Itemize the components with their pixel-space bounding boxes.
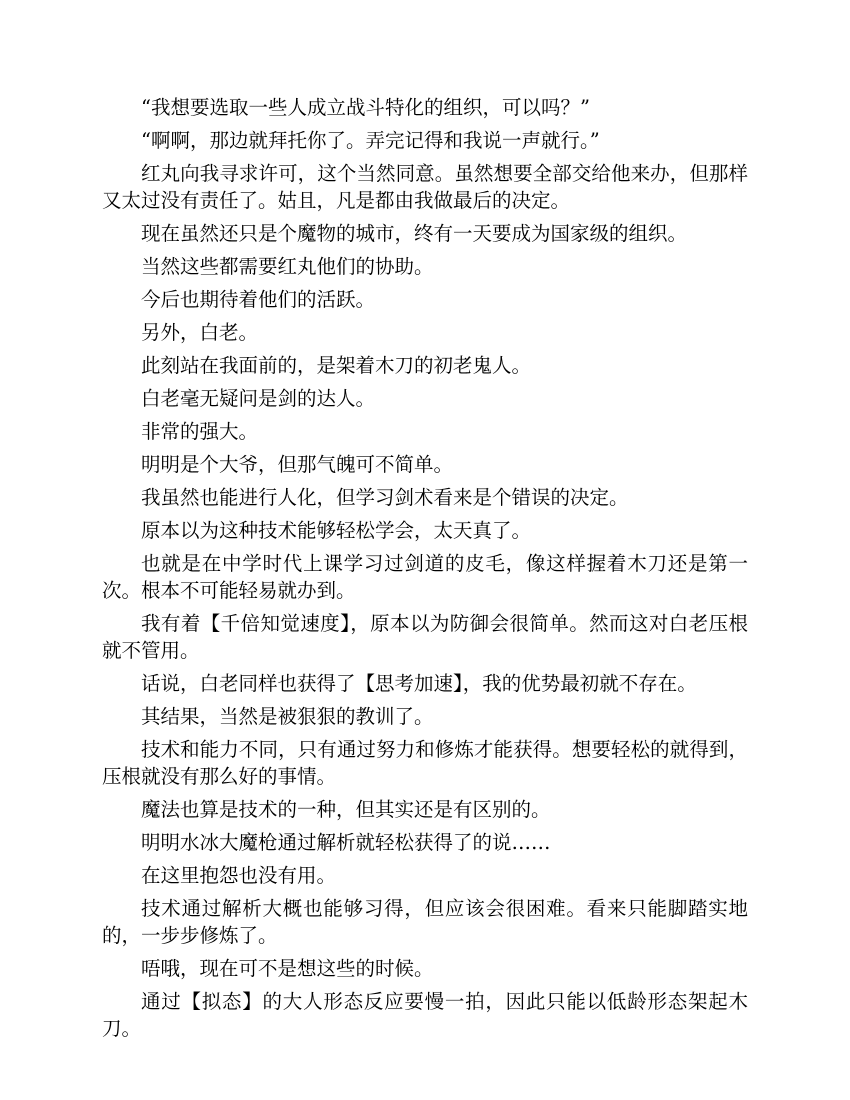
paragraph: 我有着【千倍知觉速度】，原本以为防御会很简单。然而这对白老压根就不管用。	[102, 612, 748, 662]
paragraph: 另外，白老。	[141, 321, 259, 344]
paragraph: 明明是个大爷，但那气魄可不简单。	[141, 453, 454, 476]
paragraph: 也就是在中学时代上课学习过剑道的皮毛，像这样握着木刀还是第一次。根本不可能轻易就办到。	[102, 552, 748, 602]
paragraph: 当然这些都需要红丸他们的协助。	[141, 255, 434, 278]
paragraph: 技术通过解析大概也能够习得，但应该会很困难。看来只能脚踏实地的，一步步修炼了。	[102, 897, 748, 947]
paragraph: 其结果，当然是被狠狠的教训了。	[141, 705, 434, 728]
paragraph: 明明水冰大魔枪通过解析就轻松获得了的说……	[141, 831, 551, 854]
paragraph: 我虽然也能进行人化，但学习剑术看来是个错误的决定。	[141, 486, 629, 509]
paragraph: 白老毫无疑问是剑的达人。	[141, 387, 376, 410]
paragraph: 在这里抱怨也没有用。	[141, 864, 337, 887]
paragraph: 现在虽然还只是个魔物的城市，终有一天要成为国家级的组织。	[141, 222, 688, 245]
paragraph: 此刻站在我面前的，是架着木刀的初老鬼人。	[141, 354, 532, 377]
paragraph: 魔法也算是技术的一种，但其实还是有区别的。	[141, 798, 551, 821]
paragraph: 通过【拟态】的大人形态反应要慢一拍，因此只能以低龄形态架起木刀。	[102, 990, 748, 1040]
paragraph: 原本以为这种技术能够轻松学会，太天真了。	[141, 519, 532, 542]
body-text	[102, 94, 748, 1048]
paragraph: 红丸向我寻求许可，这个当然同意。虽然想要全部交给他来办，但那样又太过没有责任了。姑且，凡是都由我做最后的决定。	[102, 162, 748, 212]
paragraph: 非常的强大。	[141, 420, 259, 443]
paragraph: “我想要选取一些人成立战斗特化的组织，可以吗？”	[141, 96, 590, 119]
paragraph: “啊啊，那边就拜托你了。弄完记得和我说一声就行。”	[141, 129, 600, 152]
paragraph: 唔哦，现在可不是想这些的时候。	[141, 957, 434, 980]
paragraph: 今后也期待着他们的活跃。	[141, 288, 376, 311]
paragraph: 技术和能力不同，只有通过努力和修炼才能获得。想要轻松的就得到，压根就没有那么好的事情。	[102, 738, 748, 788]
paragraph: 话说，白老同样也获得了【思考加速】，我的优势最初就不存在。	[141, 672, 697, 695]
